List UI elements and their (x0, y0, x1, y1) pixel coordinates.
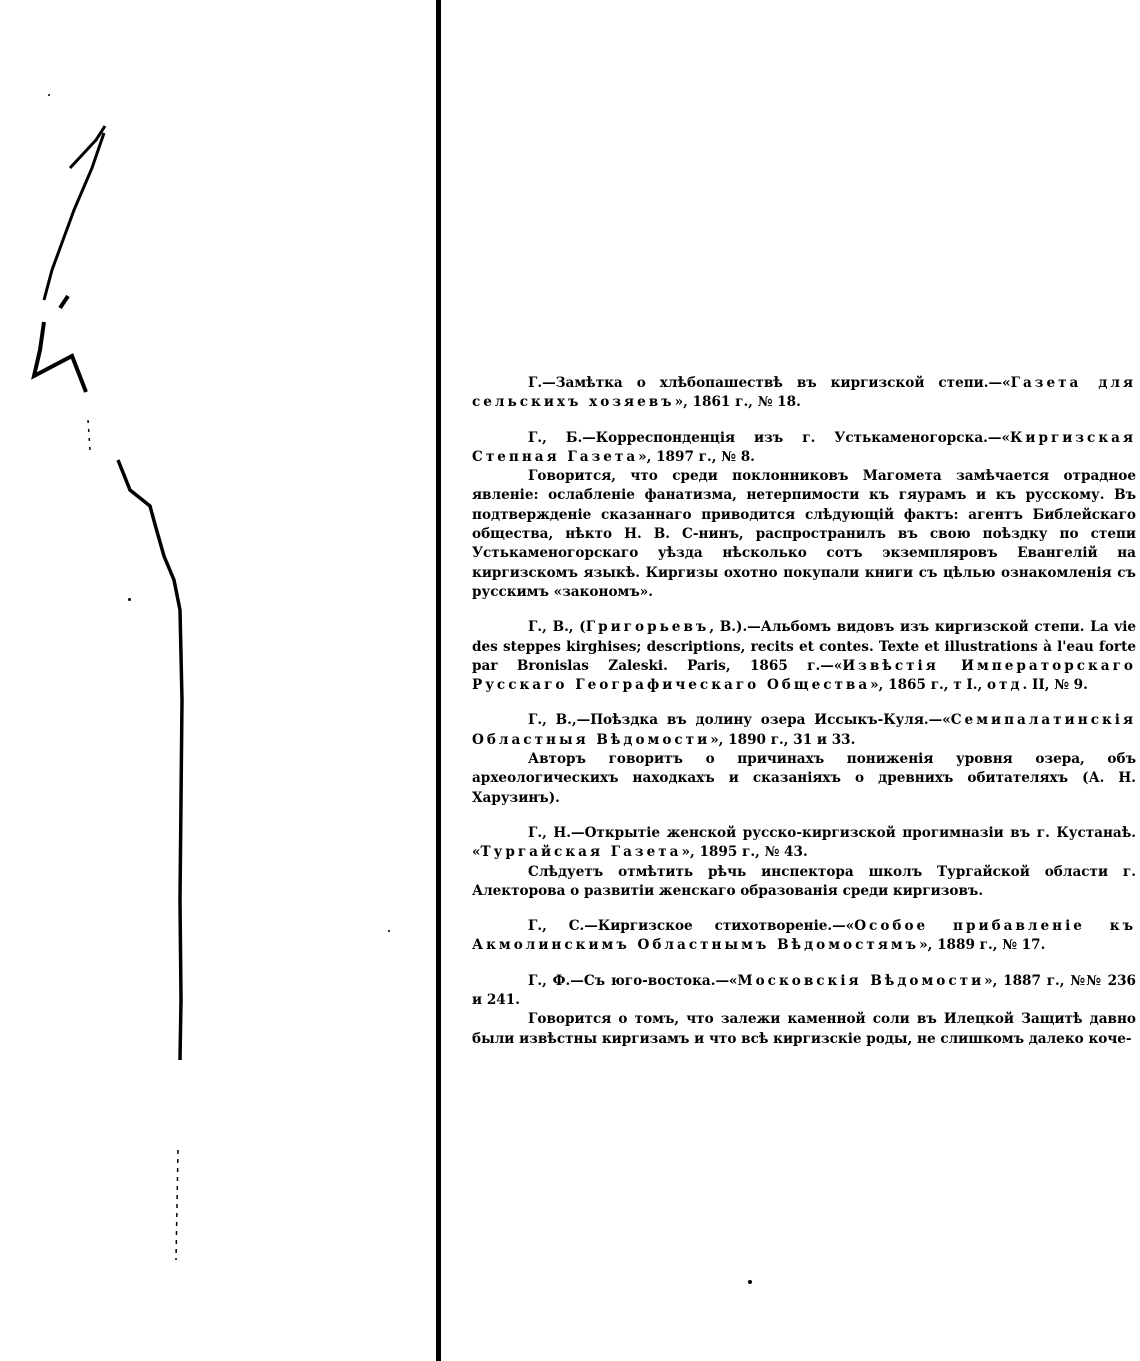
citation-text: », 1861 г., № 18. (674, 394, 801, 411)
citation-text: Г., В., ( (528, 619, 586, 636)
entry-citation (472, 824, 1136, 863)
publication-title: Семипалатинскія Областныя Вѣдомости (472, 712, 1136, 748)
citation-text: », 1890 г., 31 и 33. (710, 731, 856, 748)
bibliography-entry (472, 917, 1136, 956)
citation-text: », 1865 г., т I., (870, 677, 987, 694)
citation-text: Г., Н.—Открытіе женской русско-киргизской прогимназіи въ г. Кустанаѣ. « (472, 824, 1136, 861)
publication-title: Григорьевъ (585, 619, 710, 636)
publication-title: Особое прибавленіе къ Акмолинскимъ Областнымъ Вѣдомостямъ (472, 918, 1136, 954)
entry-annotation: Слѣдуетъ отмѣтить рѣчь инспектора школъ Тургайской области г. Алекторова о развитіи женскаго образованія среди киргизовъ. (472, 863, 1136, 899)
bibliography-entry (472, 972, 1136, 1049)
citation-text: Г., Ф.—Съ юго-востока.—« (528, 972, 738, 989)
entry-citation (472, 711, 1136, 750)
citation-text: », 1897 г., № 8. (638, 448, 755, 465)
citation-text: », 1889 г., № 17. (919, 937, 1046, 954)
publication-title: Тургайская Газета (480, 844, 682, 861)
gutter-rule (436, 0, 441, 1361)
bibliography-entry (472, 824, 1136, 901)
entry-citation (472, 917, 1136, 956)
citation-text: Г.—Замѣтка о хлѣбопашествѣ въ киргизской степи.—« (528, 375, 1011, 391)
page-edge-shadow (0, 0, 436, 1361)
publication-title: отд (986, 677, 1023, 694)
entry-citation (472, 972, 1136, 1011)
speck (388, 930, 390, 932)
entry-citation (472, 429, 1136, 468)
entry-annotation: Авторъ говоритъ о причинахъ пониженія уровня озера, объ археологическихъ находкахъ и сказаніяхъ о древнихъ обитателяхъ (А. Н. Харузинъ). (472, 751, 1136, 806)
bibliography-page (472, 374, 1136, 1065)
publication-title: Киргизская Степная Газета (472, 429, 1136, 465)
speck (128, 598, 131, 601)
entry-annotation: Говорится о томъ, что залежи каменной соли въ Илецкой Защитѣ давно были извѣстны киргизамъ и что всѣ киргизскіе роды, не слишкомъ далеко коче- (472, 1011, 1136, 1047)
citation-text: », 1895 г., № 43. (681, 844, 808, 861)
citation-text: , В.).—Альбомъ видовъ изъ киргизской степи. La vie des steppes kirghises; descriptions, recits et contes. Texte et illustrations à l'eau forte par Bronislas Zaleski. Paris, 1865 г.—« (472, 619, 1137, 674)
publication-title: Извѣстія Императорскаго Русскаго Географическаго Общества (472, 657, 1136, 694)
citation-text: Г., В.,—Поѣздка въ долину озера Иссыкъ-Куля.—« (528, 712, 951, 729)
bibliography-entry (472, 711, 1136, 807)
entry-annotation: Говорится, что среди поклонниковъ Магомета замѣчается отрадное явленіе: ослабленіе фанатизма, нетерпимости къ гяурамъ и къ русскому. Въ подтвержденіе сказаннаго приводится слѣдующій фактъ: агентъ Библейскаго общества, нѣкто Н. В. С-нинъ, распространилъ въ свою поѣздку по степи Устькаменогорскаго уѣзда нѣсколько сотъ экземпляровъ Евангелій на киргизскомъ языкѣ. Киргизы охотно покупали книги съ цѣлью ознакомленія съ русскимъ «закономъ». (472, 468, 1136, 600)
speck (748, 1280, 752, 1284)
citation-text: . II, № 9. (1022, 677, 1088, 694)
citation-text: », 1887 г., №№ 236 и 241. (472, 972, 1136, 1009)
citation-text: Г., С.—Киргизское стихотвореніе.—« (528, 918, 855, 935)
bibliography-entry (472, 618, 1136, 695)
citation-text: Г., Б.—Корреспонденція изъ г. Устькаменогорска.—« (528, 429, 1010, 446)
entry-citation (472, 618, 1136, 695)
publication-title: Московскія Вѣдомости (737, 972, 985, 989)
speck (48, 94, 50, 96)
bibliography-entry (472, 374, 1136, 413)
bibliography-entry (472, 429, 1136, 603)
scan-margin-artifacts (0, 0, 436, 1361)
entry-citation (472, 374, 1136, 413)
publication-title: Газета для сельскихъ хозяевъ (472, 375, 1137, 411)
